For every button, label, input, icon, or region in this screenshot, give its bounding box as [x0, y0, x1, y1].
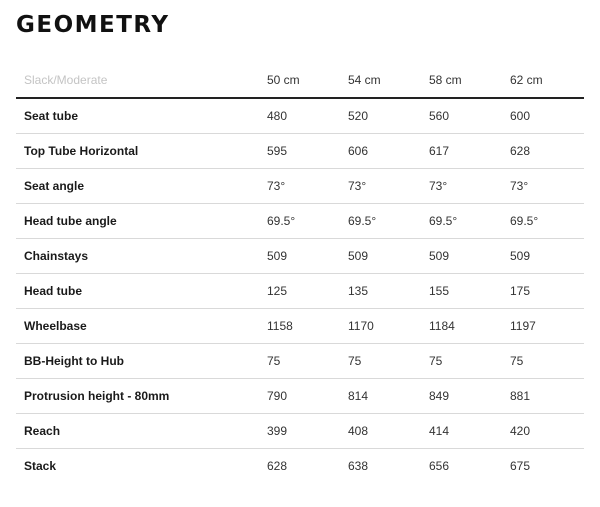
- cell-value: 509: [510, 239, 584, 274]
- table-body: [16, 98, 584, 483]
- cell-value: 595: [267, 134, 348, 169]
- cell-value: 73°: [429, 169, 510, 204]
- cell-value: 75: [267, 344, 348, 379]
- cell-value: 69.5°: [348, 204, 429, 239]
- cell-value: 628: [267, 459, 288, 473]
- cell-value: 135: [348, 274, 429, 309]
- table-row: [16, 239, 584, 274]
- row-label: Seat tube: [16, 98, 267, 134]
- table-row: [16, 379, 584, 414]
- cell-value: 125: [267, 274, 348, 309]
- table-row: [16, 414, 584, 449]
- cell-value: 408: [348, 414, 429, 449]
- cell-value: 509: [348, 239, 429, 274]
- cell-value: 399: [267, 414, 348, 449]
- table-row: [16, 204, 584, 239]
- cell-value: 638: [348, 459, 369, 473]
- row-label: Top Tube Horizontal: [16, 134, 267, 169]
- cell-value: 155: [429, 274, 510, 309]
- cell-value: 814: [348, 379, 429, 414]
- cell-value: 600: [510, 98, 584, 134]
- cell-value: 414: [429, 414, 510, 449]
- cell-value: 75: [348, 344, 429, 379]
- row-label: Reach: [16, 414, 267, 449]
- cell-value: 656: [429, 459, 450, 473]
- table-row: [16, 309, 584, 344]
- cell-value: 617: [429, 134, 510, 169]
- cell-value: 1184: [429, 309, 510, 344]
- row-label: Head tube: [16, 274, 267, 309]
- table-row: [16, 344, 584, 379]
- cell-value: 75: [510, 344, 584, 379]
- table-row: [16, 134, 584, 169]
- cell-value: 175: [510, 274, 584, 309]
- table-row: [16, 274, 584, 309]
- cell-value: 73°: [348, 169, 429, 204]
- table-row: [16, 98, 584, 134]
- row-label: Head tube angle: [16, 204, 267, 239]
- cell-value: 73°: [510, 169, 584, 204]
- cell-value: 520: [348, 98, 429, 134]
- cell-value: 560: [429, 98, 510, 134]
- row-label: Wheelbase: [16, 309, 267, 344]
- cell-value: 849: [429, 379, 510, 414]
- row-label: Seat angle: [16, 169, 267, 204]
- cell-value: 420: [510, 414, 584, 449]
- table-row: [16, 169, 584, 204]
- row-label: Protrusion height - 80mm: [16, 379, 267, 414]
- cell-value: 1158: [267, 309, 348, 344]
- table-row: [16, 449, 584, 484]
- cell-value: 628: [510, 134, 584, 169]
- cell-value: 509: [429, 239, 510, 274]
- cell-value: 881: [510, 379, 584, 414]
- header-size-58: 58 cm: [429, 62, 510, 98]
- header-label-column: Slack/Moderate: [16, 62, 267, 98]
- cell-value: 480: [267, 98, 348, 134]
- cell-value: 1170: [348, 309, 429, 344]
- cell-value: 509: [267, 239, 348, 274]
- header-row: [16, 62, 584, 98]
- row-label: Stack: [24, 459, 57, 473]
- geometry-table: [16, 62, 584, 483]
- row-label: Chainstays: [16, 239, 267, 274]
- cell-value: 73°: [267, 169, 348, 204]
- cell-value: 675: [510, 459, 531, 473]
- cell-value: 75: [429, 344, 510, 379]
- cell-value: 69.5°: [267, 204, 348, 239]
- header-size-54: 54 cm: [348, 62, 429, 98]
- cell-value: 69.5°: [429, 204, 510, 239]
- page-title: GEOMETRY: [16, 12, 170, 38]
- cell-value: 790: [267, 379, 348, 414]
- table-header: [16, 62, 584, 98]
- cell-value: 69.5°: [510, 204, 584, 239]
- row-label: BB-Height to Hub: [16, 344, 267, 379]
- cell-value: 606: [348, 134, 429, 169]
- header-size-62: 62 cm: [510, 62, 584, 98]
- header-size-50: 50 cm: [267, 62, 348, 98]
- cell-value: 1197: [510, 309, 584, 344]
